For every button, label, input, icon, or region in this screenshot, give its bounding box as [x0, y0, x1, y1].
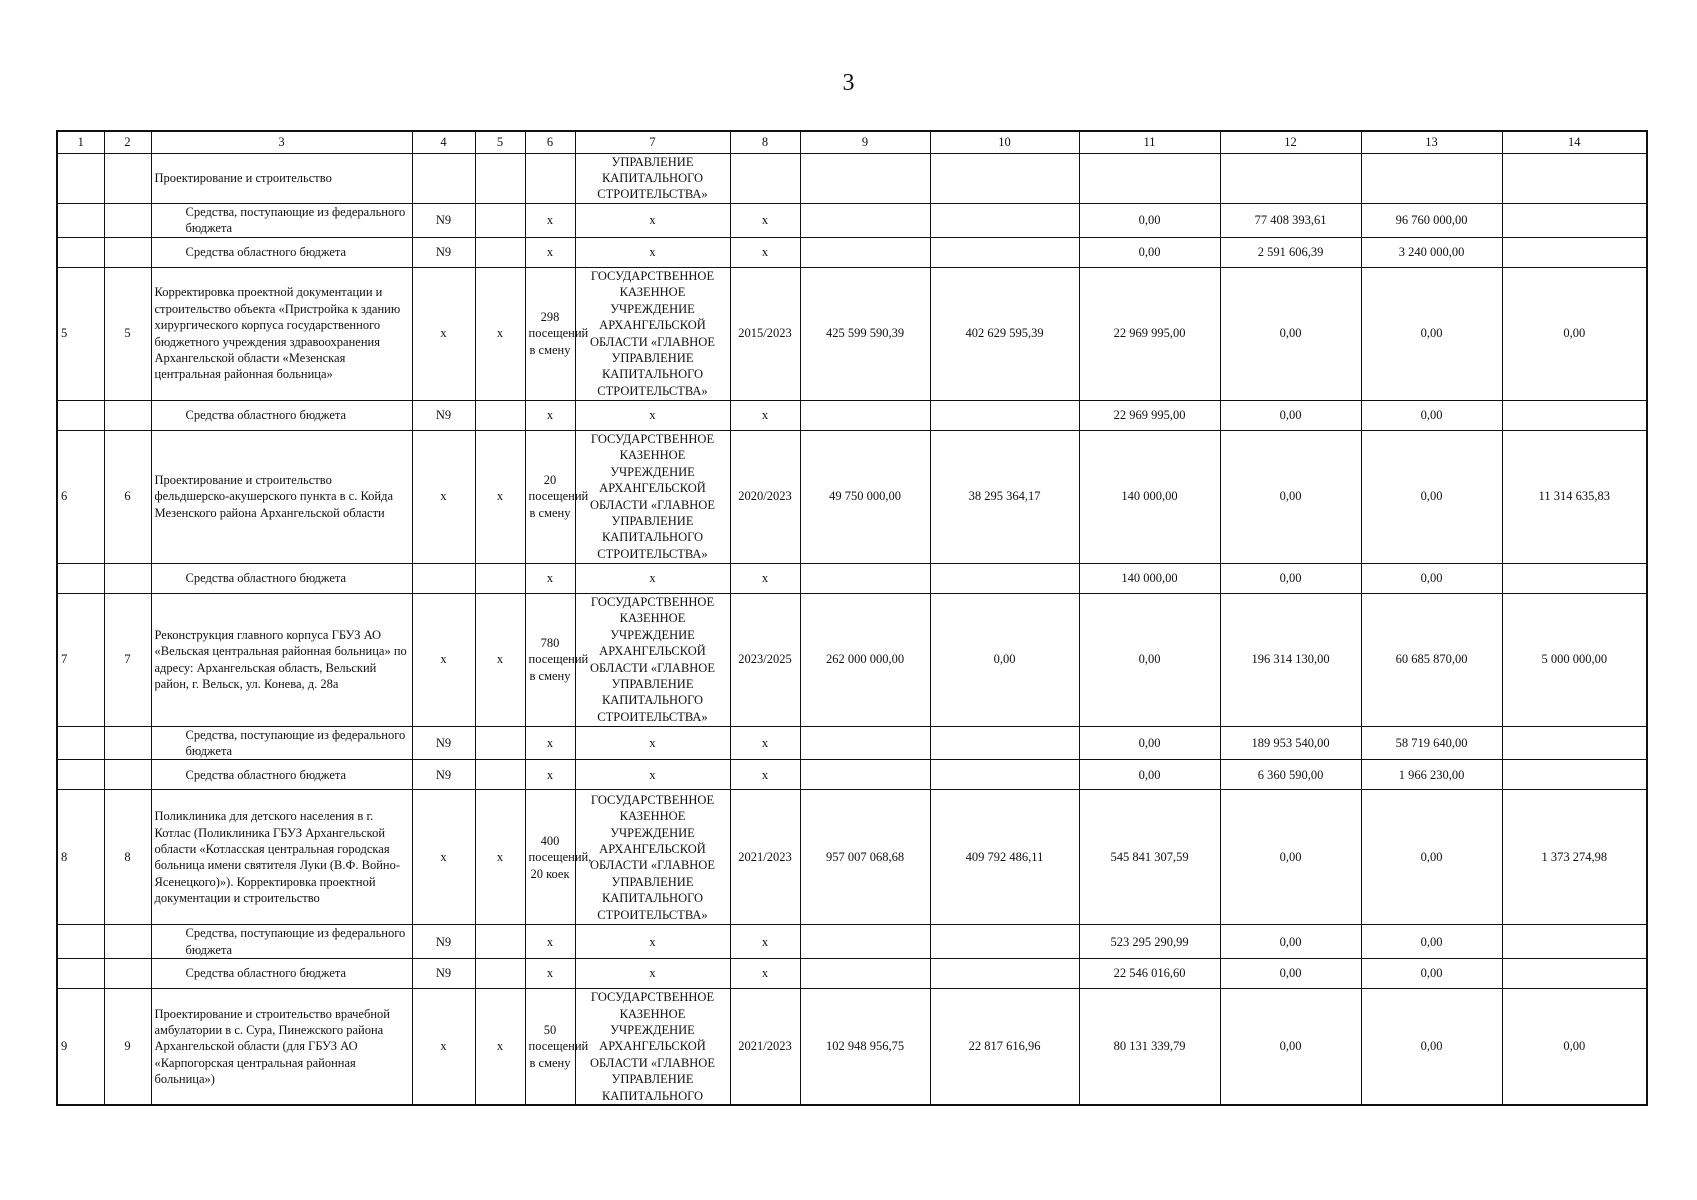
column-header-3: 3 [151, 131, 412, 153]
column-header-1: 1 [57, 131, 104, 153]
cell-col-11: 0,00 [1079, 203, 1220, 237]
cell-col-14 [1502, 959, 1647, 989]
funding-source-row [57, 959, 1647, 989]
cell-col-5 [475, 959, 525, 989]
column-header-4: 4 [412, 131, 475, 153]
cell-col-5 [475, 726, 525, 760]
cell-col-2 [104, 400, 151, 430]
column-header-14: 14 [1502, 131, 1647, 153]
cell-col-11 [1079, 153, 1220, 203]
cell-col-2 [104, 959, 151, 989]
column-header-row [57, 131, 1647, 153]
cell-col-4: N9 [412, 726, 475, 760]
cell-col-5 [475, 153, 525, 203]
cell-col-6: x [525, 237, 575, 267]
cell-col-9 [800, 925, 930, 959]
cell-col-8: 2015/2023 [730, 267, 800, 400]
cell-col-5: x [475, 989, 525, 1105]
cell-col-12: 2 591 606,39 [1220, 237, 1361, 267]
cell-col-2 [104, 563, 151, 593]
cell-col-2 [104, 760, 151, 790]
cell-col-10 [930, 237, 1079, 267]
cell-col-7: x [575, 760, 730, 790]
cell-col-4 [412, 153, 475, 203]
cell-col-3: Проектирование и строительство [151, 153, 412, 203]
cell-col-5: x [475, 790, 525, 925]
cell-col-12: 0,00 [1220, 989, 1361, 1105]
cell-col-12: 77 408 393,61 [1220, 203, 1361, 237]
column-header-8: 8 [730, 131, 800, 153]
cell-col-2 [104, 925, 151, 959]
cell-col-13: 96 760 000,00 [1361, 203, 1502, 237]
cell-col-7: ГОСУДАРСТВЕННОЕ КАЗЕННОЕ УЧРЕЖДЕНИЕ АРХАНГЕЛЬСКОЙ ОБЛАСТИ «ГЛАВНОЕ УПРАВЛЕНИЕ КАПИТАЛЬНОГО [575, 989, 730, 1105]
cell-col-9: 957 007 068,68 [800, 790, 930, 925]
cell-col-8: 2021/2023 [730, 790, 800, 925]
column-header-11: 11 [1079, 131, 1220, 153]
cell-col-8: x [730, 563, 800, 593]
cell-col-4: N9 [412, 760, 475, 790]
project-row [57, 593, 1647, 726]
cell-col-1 [57, 925, 104, 959]
cell-col-6 [525, 153, 575, 203]
cell-col-11: 0,00 [1079, 760, 1220, 790]
cell-col-1 [57, 237, 104, 267]
cell-col-2: 5 [104, 267, 151, 400]
cell-col-10 [930, 959, 1079, 989]
cell-col-11: 22 969 995,00 [1079, 267, 1220, 400]
cell-col-2: 6 [104, 430, 151, 563]
cell-col-3: Проектирование и строительство врачебной амбулатории в с. Сура, Пинежского района Архангельской области (для ГБУЗ АО «Карпогорская центральная районная больница») [151, 989, 412, 1105]
cell-col-14 [1502, 925, 1647, 959]
cell-col-11: 80 131 339,79 [1079, 989, 1220, 1105]
cell-col-10 [930, 726, 1079, 760]
cell-col-14 [1502, 563, 1647, 593]
cell-col-3: Средства, поступающие из федерального бюджета [151, 726, 412, 760]
cell-col-10: 402 629 595,39 [930, 267, 1079, 400]
cell-col-4: x [412, 989, 475, 1105]
cell-col-10 [930, 400, 1079, 430]
cell-col-9: 49 750 000,00 [800, 430, 930, 563]
cell-col-7: ГОСУДАРСТВЕННОЕ КАЗЕННОЕ УЧРЕЖДЕНИЕ АРХАНГЕЛЬСКОЙ ОБЛАСТИ «ГЛАВНОЕ УПРАВЛЕНИЕ КАПИТАЛЬНОГО СТРОИТЕЛЬСТВА» [575, 593, 730, 726]
cell-col-13: 0,00 [1361, 790, 1502, 925]
cell-col-10 [930, 760, 1079, 790]
cell-col-3: Средства областного бюджета [151, 760, 412, 790]
cell-col-5 [475, 237, 525, 267]
cell-col-6: x [525, 563, 575, 593]
project-row [57, 989, 1647, 1105]
project-row [57, 153, 1647, 203]
table-body [57, 153, 1647, 1105]
cell-col-13: 60 685 870,00 [1361, 593, 1502, 726]
cell-col-1 [57, 563, 104, 593]
cell-col-10 [930, 203, 1079, 237]
cell-col-7: x [575, 925, 730, 959]
cell-col-1: 7 [57, 593, 104, 726]
cell-col-2 [104, 153, 151, 203]
cell-col-5: x [475, 430, 525, 563]
cell-col-13 [1361, 153, 1502, 203]
cell-col-12: 0,00 [1220, 563, 1361, 593]
column-header-7: 7 [575, 131, 730, 153]
project-row [57, 267, 1647, 400]
cell-col-7: x [575, 400, 730, 430]
cell-col-5 [475, 760, 525, 790]
cell-col-11: 22 969 995,00 [1079, 400, 1220, 430]
column-header-5: 5 [475, 131, 525, 153]
cell-col-13: 0,00 [1361, 563, 1502, 593]
budget-table [56, 130, 1648, 1106]
cell-col-4: x [412, 430, 475, 563]
cell-col-14 [1502, 237, 1647, 267]
cell-col-12: 196 314 130,00 [1220, 593, 1361, 726]
cell-col-3: Корректировка проектной документации и строительство объекта «Пристройка к зданию хирургического корпуса государственного бюджетного учреждения здравоохранения Архангельской области «Мезенская центральная районная больница» [151, 267, 412, 400]
cell-col-8: x [730, 237, 800, 267]
cell-col-13: 0,00 [1361, 430, 1502, 563]
cell-col-1: 9 [57, 989, 104, 1105]
cell-col-9 [800, 726, 930, 760]
cell-col-8: 2020/2023 [730, 430, 800, 563]
cell-col-5: x [475, 593, 525, 726]
cell-col-4 [412, 563, 475, 593]
cell-col-2: 9 [104, 989, 151, 1105]
cell-col-4: N9 [412, 959, 475, 989]
cell-col-6: x [525, 760, 575, 790]
cell-col-7: ГОСУДАРСТВЕННОЕ КАЗЕННОЕ УЧРЕЖДЕНИЕ АРХАНГЕЛЬСКОЙ ОБЛАСТИ «ГЛАВНОЕ УПРАВЛЕНИЕ КАПИТАЛЬНОГО СТРОИТЕЛЬСТВА» [575, 267, 730, 400]
cell-col-12: 0,00 [1220, 267, 1361, 400]
cell-col-13: 0,00 [1361, 925, 1502, 959]
funding-source-row [57, 726, 1647, 760]
cell-col-2 [104, 203, 151, 237]
cell-col-10 [930, 153, 1079, 203]
cell-col-12: 0,00 [1220, 925, 1361, 959]
page-number: 3 [842, 70, 855, 96]
cell-col-1 [57, 400, 104, 430]
cell-col-9 [800, 959, 930, 989]
cell-col-8: x [730, 760, 800, 790]
cell-col-9 [800, 760, 930, 790]
cell-col-6: 780 посещений в смену [525, 593, 575, 726]
funding-source-row [57, 760, 1647, 790]
cell-col-1 [57, 959, 104, 989]
cell-col-1 [57, 153, 104, 203]
cell-col-8 [730, 153, 800, 203]
cell-col-3: Реконструкция главного корпуса ГБУЗ АО «Вельская центральная районная больница» по адресу: Архангельская область, Вельский район, г. Вельск, ул. Конева, д. 28а [151, 593, 412, 726]
cell-col-11: 0,00 [1079, 237, 1220, 267]
cell-col-10: 38 295 364,17 [930, 430, 1079, 563]
cell-col-1 [57, 203, 104, 237]
cell-col-4: N9 [412, 925, 475, 959]
cell-col-8: x [730, 203, 800, 237]
cell-col-9 [800, 563, 930, 593]
funding-source-row [57, 925, 1647, 959]
cell-col-4: x [412, 267, 475, 400]
cell-col-13: 58 719 640,00 [1361, 726, 1502, 760]
cell-col-4: N9 [412, 237, 475, 267]
cell-col-4: x [412, 593, 475, 726]
cell-col-7: УПРАВЛЕНИЕ КАПИТАЛЬНОГО СТРОИТЕЛЬСТВА» [575, 153, 730, 203]
cell-col-1 [57, 760, 104, 790]
funding-source-row [57, 203, 1647, 237]
cell-col-11: 140 000,00 [1079, 430, 1220, 563]
cell-col-7: x [575, 237, 730, 267]
cell-col-10 [930, 563, 1079, 593]
cell-col-2 [104, 726, 151, 760]
cell-col-3: Проектирование и строительство фельдшерско-акушерского пункта в с. Койда Мезенского района Архангельской области [151, 430, 412, 563]
cell-col-11: 140 000,00 [1079, 563, 1220, 593]
cell-col-8: x [730, 959, 800, 989]
cell-col-5 [475, 400, 525, 430]
cell-col-5 [475, 563, 525, 593]
funding-source-row [57, 237, 1647, 267]
cell-col-3: Средства областного бюджета [151, 237, 412, 267]
cell-col-13: 0,00 [1361, 400, 1502, 430]
cell-col-3: Средства областного бюджета [151, 959, 412, 989]
cell-col-9: 262 000 000,00 [800, 593, 930, 726]
cell-col-8: x [730, 400, 800, 430]
cell-col-13: 1 966 230,00 [1361, 760, 1502, 790]
cell-col-3: Средства областного бюджета [151, 400, 412, 430]
cell-col-9 [800, 400, 930, 430]
cell-col-6: 400 посещений, 20 коек [525, 790, 575, 925]
cell-col-6: 20 посещений в смену [525, 430, 575, 563]
cell-col-14: 0,00 [1502, 989, 1647, 1105]
cell-col-11: 22 546 016,60 [1079, 959, 1220, 989]
cell-col-10: 0,00 [930, 593, 1079, 726]
cell-col-8: 2021/2023 [730, 989, 800, 1105]
cell-col-10: 409 792 486,11 [930, 790, 1079, 925]
cell-col-12: 0,00 [1220, 790, 1361, 925]
cell-col-9 [800, 203, 930, 237]
cell-col-6: 50 посещений в смену [525, 989, 575, 1105]
cell-col-1 [57, 726, 104, 760]
cell-col-12: 0,00 [1220, 959, 1361, 989]
cell-col-13: 0,00 [1361, 989, 1502, 1105]
cell-col-12 [1220, 153, 1361, 203]
cell-col-12: 6 360 590,00 [1220, 760, 1361, 790]
column-header-10: 10 [930, 131, 1079, 153]
cell-col-14 [1502, 760, 1647, 790]
cell-col-8: x [730, 925, 800, 959]
cell-col-13: 0,00 [1361, 959, 1502, 989]
cell-col-5: x [475, 267, 525, 400]
cell-col-10 [930, 925, 1079, 959]
cell-col-9: 102 948 956,75 [800, 989, 930, 1105]
cell-col-14 [1502, 153, 1647, 203]
funding-source-row [57, 563, 1647, 593]
cell-col-4: N9 [412, 400, 475, 430]
cell-col-7: x [575, 959, 730, 989]
cell-col-10: 22 817 616,96 [930, 989, 1079, 1105]
cell-col-3: Средства, поступающие из федерального бюджета [151, 925, 412, 959]
column-header-12: 12 [1220, 131, 1361, 153]
project-row [57, 430, 1647, 563]
cell-col-5 [475, 203, 525, 237]
cell-col-11: 0,00 [1079, 593, 1220, 726]
cell-col-5 [475, 925, 525, 959]
cell-col-12: 0,00 [1220, 400, 1361, 430]
cell-col-6: 298 посещений в смену [525, 267, 575, 400]
cell-col-14: 11 314 635,83 [1502, 430, 1647, 563]
funding-source-row [57, 400, 1647, 430]
cell-col-14 [1502, 726, 1647, 760]
column-header-13: 13 [1361, 131, 1502, 153]
cell-col-1: 6 [57, 430, 104, 563]
cell-col-13: 3 240 000,00 [1361, 237, 1502, 267]
cell-col-6: x [525, 400, 575, 430]
cell-col-2 [104, 237, 151, 267]
cell-col-11: 545 841 307,59 [1079, 790, 1220, 925]
cell-col-13: 0,00 [1361, 267, 1502, 400]
column-header-9: 9 [800, 131, 930, 153]
column-header-2: 2 [104, 131, 151, 153]
cell-col-14 [1502, 203, 1647, 237]
cell-col-7: x [575, 563, 730, 593]
cell-col-9 [800, 237, 930, 267]
cell-col-2: 8 [104, 790, 151, 925]
cell-col-6: x [525, 925, 575, 959]
cell-col-11: 0,00 [1079, 726, 1220, 760]
cell-col-7: ГОСУДАРСТВЕННОЕ КАЗЕННОЕ УЧРЕЖДЕНИЕ АРХАНГЕЛЬСКОЙ ОБЛАСТИ «ГЛАВНОЕ УПРАВЛЕНИЕ КАПИТАЛЬНОГО СТРОИТЕЛЬСТВА» [575, 430, 730, 563]
cell-col-3: Средства, поступающие из федерального бюджета [151, 203, 412, 237]
cell-col-1: 8 [57, 790, 104, 925]
cell-col-4: N9 [412, 203, 475, 237]
cell-col-3: Поликлиника для детского населения в г. Котлас (Поликлиника ГБУЗ Архангельской области «Котласская центральная городская больница имени святителя Луки (В.Ф. Войно-Ясенецкого)»). Корректировка проектной документации и строительство [151, 790, 412, 925]
cell-col-3: Средства областного бюджета [151, 563, 412, 593]
cell-col-14: 0,00 [1502, 267, 1647, 400]
cell-col-8: x [730, 726, 800, 760]
cell-col-7: x [575, 203, 730, 237]
cell-col-6: x [525, 203, 575, 237]
cell-col-6: x [525, 959, 575, 989]
cell-col-14: 1 373 274,98 [1502, 790, 1647, 925]
cell-col-7: ГОСУДАРСТВЕННОЕ КАЗЕННОЕ УЧРЕЖДЕНИЕ АРХАНГЕЛЬСКОЙ ОБЛАСТИ «ГЛАВНОЕ УПРАВЛЕНИЕ КАПИТАЛЬНОГО СТРОИТЕЛЬСТВА» [575, 790, 730, 925]
cell-col-14: 5 000 000,00 [1502, 593, 1647, 726]
cell-col-7: x [575, 726, 730, 760]
cell-col-14 [1502, 400, 1647, 430]
cell-col-4: x [412, 790, 475, 925]
column-header-6: 6 [525, 131, 575, 153]
cell-col-6: x [525, 726, 575, 760]
cell-col-1: 5 [57, 267, 104, 400]
cell-col-12: 189 953 540,00 [1220, 726, 1361, 760]
project-row [57, 790, 1647, 925]
cell-col-8: 2023/2025 [730, 593, 800, 726]
cell-col-11: 523 295 290,99 [1079, 925, 1220, 959]
cell-col-2: 7 [104, 593, 151, 726]
cell-col-9 [800, 153, 930, 203]
cell-col-12: 0,00 [1220, 430, 1361, 563]
cell-col-9: 425 599 590,39 [800, 267, 930, 400]
